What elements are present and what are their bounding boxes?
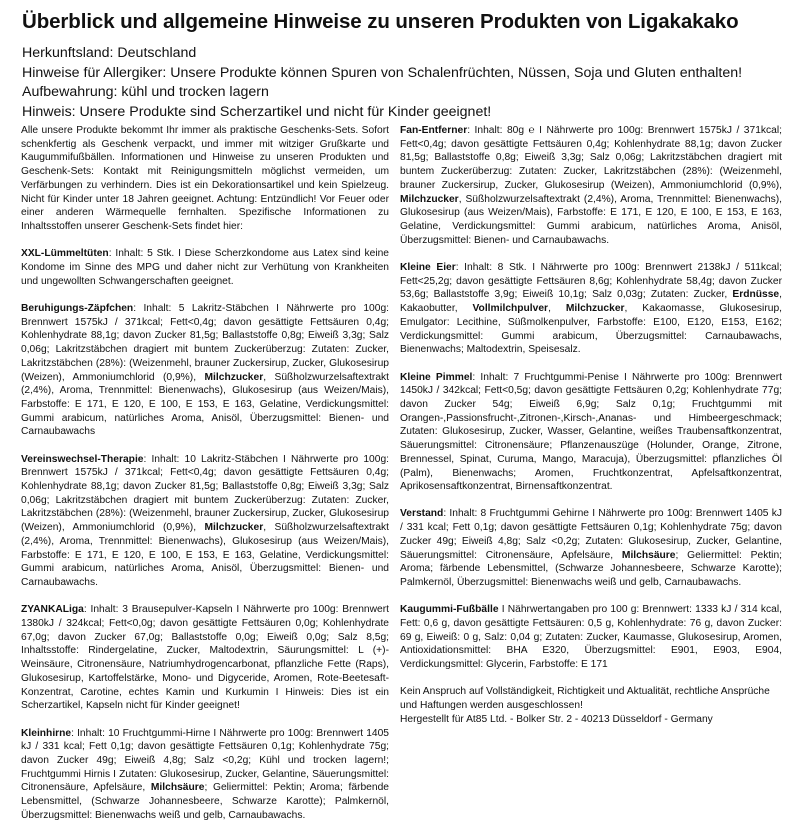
product-name: Vereinswechsel-Therapie <box>21 453 144 465</box>
allergen: Erdnüsse <box>732 289 780 301</box>
disclaimer-text: Kein Anspruch auf Vollständigkeit, Richtigkeit und Aktualität, rechtliche Ansprüche und Haftungen werden ausgeschlossen! <box>400 686 770 712</box>
product-verstand <box>400 507 782 589</box>
storage-line: Aufbewahrung: kühl und trocken lagern <box>22 84 269 100</box>
product-name: Kaugummi-Fußbälle <box>400 604 499 616</box>
product-kleinhirne <box>21 727 389 823</box>
product-text: ; Geliermittel: Pektin; Aroma; färbende Lebensmittel, (Schwarze Johannesbeere, Schwarze Karotte); Palmkernöl, Überzugsmittel: Bienenwachs weiß und gelb, Carnaubawachs. <box>400 549 782 589</box>
origin-line: Herkunftsland: Deutschland <box>22 45 197 61</box>
notice-line: Hinweis: Unsere Produkte sind Scherzartikel und nicht für Kinder geeignet! <box>22 103 492 120</box>
product-zyankaliga <box>21 603 389 713</box>
product-name: Kleine Pimmel <box>400 371 473 383</box>
right-column <box>400 124 782 727</box>
product-name: ZYANKALiga <box>21 604 84 616</box>
page-title: Überblick und allgemeine Hinweise zu unseren Produkten von Ligakakako <box>22 10 739 33</box>
product-text: : Inhalt: 8 Fruchtgummi Gehirne I Nährwerte pro 100g: Brennwert 1405 kJ / 331 kcal; Fett 0,1g; davon gesättigte Fettsäuren 0,1g; Kohlenhydrate 75g; davon Zucker 49g; Eiweiß 4,8g; Salz <0,2g; Zutaten: Glukosesirup, Zucker, Gelantine, Säuerungsmittel: Citronensäure, Apfelsäure, <box>400 508 782 561</box>
product-fan-entferner <box>400 124 782 247</box>
product-xxl <box>21 247 389 288</box>
product-text: ; Geliermittel: Pektin; Aroma; färbende Lebensmittel, (Schwarze Johannesbeere, Schwarze Karotte); Palmkernöl, Überzugsmittel: Bienenwachs weiß und gelb, Carnaubawachs. <box>21 782 389 821</box>
product-name: Kleinhirne <box>21 727 72 739</box>
left-column <box>21 124 389 823</box>
product-name: Fan-Entferner <box>400 125 468 136</box>
product-text: , Kakaomasse, Glukosesirup, Emulgator: Lecithine, Süßmolkenpulver, Farbstoffe: E100, E120, E153, E162; Verdickungsmittel: Gummi arabicum, Überzugsmittel: Carnaubawachs, Bienenwachs; Maltodextrin, Speisesalz. <box>400 303 782 356</box>
product-text: , Süßholzwurzelsaftextrakt (2,4%), Aroma, Trennmittel: Bienenwachs), Glukosesirup (aus Weizen/Mais), Farbstoffe: E 171, E 120, E 100, E 153, E 163, Gelatine, Verdickungsmittel: Gummi arabicum, natürliches Aroma, Anisöl, Überzugsmittel: Bienen- und Carnaubawachs. <box>400 193 782 246</box>
footer <box>400 685 782 726</box>
product-name: XXL-Lümmeltüten <box>21 248 109 260</box>
product-text: I Nährwertangaben pro 100 g: Brennwert: 1333 kJ / 314 kcal, Fett: 0,6 g, davon gesättigte Fettsäuren: 0,5 g, Kohlenhydrate: 76 g, davon Zucker: 69 g, Eiweiß: 0 g, Salz: 0,04 g; Zutaten: Zucker, Kaumasse, Glukosesirup, Aromen, Antioxidationsmittel: BHA E320, Überzugsmittel: E901, E903, E904, Verdickungsmittel: Glycerin, Farbstoffe: E 171 <box>400 604 782 671</box>
allergen: Milchzucker <box>565 303 625 315</box>
product-name: Kleine Eier <box>400 261 456 273</box>
product-text: : Inhalt: 80g ℮ I Nährwerte pro 100g: Brennwert 1575kJ / 371kcal; Fett<0,4g; davon gesättigte Fettsäuren 0,4g; Kohlenhydrate 88,1g; davon Zucker 81,5g; Ballaststoffe 0,8g; Eiweiß 3,3g; Salz 0,06g; Lakritzstäbchen dragiert mit buntem Zuckerüberzug: Zutaten: Zucker, Lakritzstäbchen (28%): (Weizenmehl, brauner Zuckersirup, Zucker, Glukosesirup (Weizen), Ammoniumchlorid (0,9%), <box>400 125 782 191</box>
product-text: : Inhalt: 8 Stk. I Nährwerte pro 100g: Brennwert 2138kJ / 511kcal; Fett<25,2g; davon gesättigte Fettsäuren 8,6g; Kohlenhydrate 58,4g; davon Zucker 53,6g; Ballaststoffe 3,9g; Eiweiß 10,1g; Salz 0,03g; Zutaten: Zucker, <box>400 261 782 301</box>
product-text: : Inhalt: 10 Lakritz-Stäbchen I Nährwerte pro 100g: Brennwert 1575kJ / 371kcal; Fett<0,4g; davon gesättigte Fettsäuren 0,4g; Kohlenhydrate 88,1g; davon Zucker 81,5g; Ballaststoffe 0,8g; Eiweiß 3,3g; Salz 0,06g; Lakritzstäbchen dragiert mit buntem Zuckerüberzug: Zutaten: Zucker, Lakritzstäbchen (28%): (Weizenmehl, brauner Zuckersirup, Zucker, Glukosesirup (Weizen), Ammoniumchlorid (0,9%), <box>21 453 389 534</box>
product-vereinswechsel-therapie <box>21 453 389 590</box>
manufacturer-text: Hergestellt für At85 Ltd. - Bolker Str. 2 - 40213 Düsseldorf - Germany <box>400 713 713 725</box>
allergen: Milchzucker <box>400 193 459 205</box>
allergen: Milchzucker <box>204 522 264 534</box>
product-name: Verstand <box>400 508 444 520</box>
allergen: Milchzucker <box>204 371 264 383</box>
product-text: , <box>548 303 566 315</box>
allergen: Milchsäure <box>150 782 205 794</box>
product-text: : Inhalt: 10 Fruchtgummi-Hirne I Nährwerte pro 100g: Brennwert 1405 kJ / 331 kcal; Fett 0,1g; davon gesättigte Fettsäuren 0,1g; Kohlenhydrate 75g; davon Zucker 49g; Eiweiß 4,8g; Salz <0,2g; Kühl und trocken lagern!; Fruchtgummi Hirnis I Zutaten: Glukosesirup, Zucker, Gelantine, Säuerungsmittel: Citronensäure, Apfelsäure, <box>21 727 389 794</box>
allergy-line: Hinweise für Allergiker: Unsere Produkte können Spuren von Schalenfrüchten, Nüssen, Soja und Gluten enthalten! <box>22 64 743 81</box>
product-text: : Inhalt: 7 Fruchtgummi-Penise I Nährwerte pro 100g: Brennwert 1450kJ / 342kcal; Fett<0,5g; davon gesättigte Fettsäuren 0,2g; Kohlenhydrate 77g; davon Zucker 54g; Eiweiß 6,9g; Salz 0,1g; Fruchtgummi mit Orangen-,Passionsfrucht-,Zitronen-,Kirsch-,Ananas- und Himbeergeschmack; Zutaten: Glukosesirup, Zucker, Wasser, Gelantine, weißes Traubensaftkonzentrat, Säuerungsmittel: Citronensäure; Pflanzenauszüge (Holunder, Orange, Zitrone, Brennessel, Spinat, Curuma, Mango, Maracuja), Überzugsmittel: pflanzliches Öl (Palm), Bienenwachs; Aromen, Fruchtkonzentrat, Apfelsaftkonzentrat, Aprikosensaftkonzentrat, Birnensaftkonzentrat. <box>400 371 782 493</box>
general-info: Alle unsere Produkte bekommt Ihr immer als praktische Geschenks-Sets. Sofort schenkfertig als Geschenk verpackt, und immer mit witziger Grußkarte und Kaugummifußbällen. Informationen und Hinweise zu unseren Produkten und Geschenk-Sets: Kontakt mit Reinigungsmitteln möglichst vermeiden, um Verfärbungen zu verhindern. Dies ist ein Dekorationsartikel und kein Spielzeug. Nicht für Kinder unter 18 Jahren geeignet. Achtung: Entzündlich! Vor Feuer oder einer anderen Wärmequelle fernhalten. Spezifische Informationen zu Inhaltsstoffen unserer Geschenk-Sets findet hier: <box>21 125 389 233</box>
product-kleine-eier <box>400 261 782 357</box>
allergen: Milchsäure <box>621 549 676 561</box>
allergen: Vollmilchpulver <box>472 303 549 315</box>
product-kaugummi-fussbaelle <box>400 603 782 672</box>
product-text: : Inhalt: 5 Lakritz-Stäbchen I Nährwerte pro 100g: Brennwert 1575kJ / 371kcal; Fett<0,4g; davon gesättigte Fettsäuren 0,4g; Kohlenhydrate 88,1g; davon Zucker 81,5g; Ballaststoffe 0,8g; Eiweiß 3,3g; Salz 0,06g; Lakritzstäbchen dragiert mit buntem Zuckerüberzug: Zutaten: Zucker, Lakritzstäbchen (28%): (Weizenmehl, brauner Zuckersirup, Zucker, Glukosesirup (Weizen), Ammoniumchlorid (0,9%), <box>21 302 389 383</box>
product-text: : Inhalt: 3 Brausepulver-Kapseln I Nährwerte pro 100g: Brennwert 1380kJ / 324kcal; Fett<0,0g; davon gesättigte Fettsäuren 0,0g; Kohlenhydrate 67,0g; davon Zucker 67,0g; Ballaststoffe 0,0g; Eiweiß 0,0g; Salz 8,5g; Inhaltsstoffe: Rindergelatine, Zucker, Maltodextrin, Säurungsmittel: L (+)- Weinsäure, Citronensäure, Natriumhydrogencarbonat, pflanzliche Fette (Raps), Glukosesirup, Kartoffelstärke, Mono- und Digyceride, Aromen, Rote-Beetesaft- Konzentrat, Carotine, echtes Kamin und Kurkumin I Hinweis: Dies ist ein Scherzartikel, Kapseln nicht für Kinder geeignet! <box>21 604 389 712</box>
product-kleine-pimmel <box>400 371 782 494</box>
product-text: , Süßholzwurzelsaftextrakt (2,4%), Aroma, Trennmittel: Bienenwachs), Glukosesirup (aus Weizen/Mais), Farbstoffe: E 171, E 120, E 100, E 153, E 163, Gelatine, Verdickungsmittel: Gummi arabicum, natürliches Aroma, Anisöl, Überzugsmittel: Bienen- und Carnaubawachs. <box>21 522 389 589</box>
product-text: , Kakaobutter, <box>400 289 782 315</box>
product-text: , Süßholzwurzelsaftextrakt (2,4%), Aroma, Trennmittel: Bienenwachs), Glukosesirup (aus Weizen/Mais), Farbstoffe: E 171, E 120, E 100, E 153, E 163, Gelatine, Verdickungsmittel: Gummi arabicum, natürliches Aroma, Anisöl, Überzugsmittel: Bienen- und Carnaubawachs <box>21 371 389 438</box>
product-name: Beruhigungs-Zäpfchen <box>21 302 134 314</box>
product-text: : Inhalt: 5 Stk. I Diese Scherzkondome aus Latex sind keine Kondome im Sinne des MPG und daher nicht zur Verhütung von Krankheiten und ungewollten Schwangerschaften geeignet. <box>21 248 389 287</box>
product-beruhigungs-zaepfchen <box>21 302 389 439</box>
intro-block <box>22 44 782 122</box>
